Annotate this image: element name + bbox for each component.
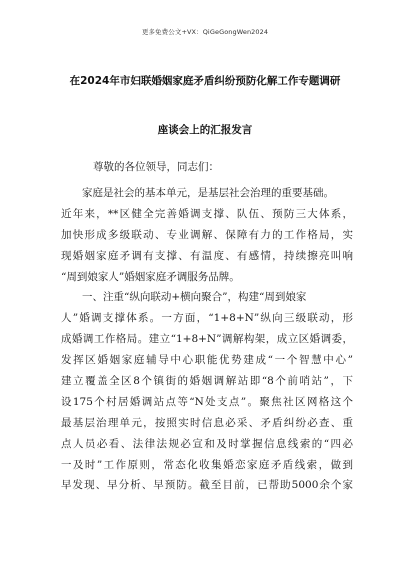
salutation: 尊敬的各位领导，同志们： [93,161,219,173]
body-line: 发挥区婚姻家庭辅导中心职能优势建成“一个智慧中心” [61,354,353,367]
body-line: 设175个村居婚调站点等“N处支点”。聚焦社区网格这个 [61,395,353,408]
body-text [61,183,353,496]
body-line: 一及时”工作原则，常态化收集婚恋家庭矛盾线索，做到 [61,458,353,471]
body-line: 家庭是社会的基本单元，是基层社会治理的重要基础。 [82,187,334,199]
body-line: 一、注重“纵向联动+横向聚合”，构建“周到娘家 [82,291,307,304]
body-line: 加快形成多级联动、专业调解、保障有力的工作格局，实 [61,228,353,241]
header-note: 更多免费公文+VX：QiGeGongWen2024 [141,28,269,36]
body-line: 近年来，**区健全完善婚调支撑、队伍、预防三大体系， [61,207,353,220]
body-line: 成婚调工作格局。建立“1+8+N”调解构架，成立区婚调委， [61,333,353,346]
body-line: 人”婚调支撑体系。一方面，“1+8+N”纵向三级联动，形 [61,312,353,325]
document-title-line-1: 在2024年市妇联婚姻家庭矛盾纠纷预防化解工作专题调研 [69,75,341,87]
document-title-line-2: 座谈会上的汇报发言 [157,124,253,136]
body-line: 现婚姻家庭矛调有支撑、有温度、有感情，持续擦亮叫响 [61,249,353,262]
body-line: 早发现、早分析、早预防。截至目前，已帮助5000余个家 [61,479,353,492]
body-line: 最基层治理单元，按照实时信息必采、矛盾纠纷必查、重 [61,416,353,429]
body-line: 建立覆盖全区8个镇街的婚姻调解站即“8个前哨站”，下 [61,375,353,388]
body-line: “周到娘家人”婚姻家庭矛调服务品牌。 [61,270,240,283]
body-line: 点人员必看、法律法规必宣和及时掌握信息线索的“四必 [61,437,353,450]
